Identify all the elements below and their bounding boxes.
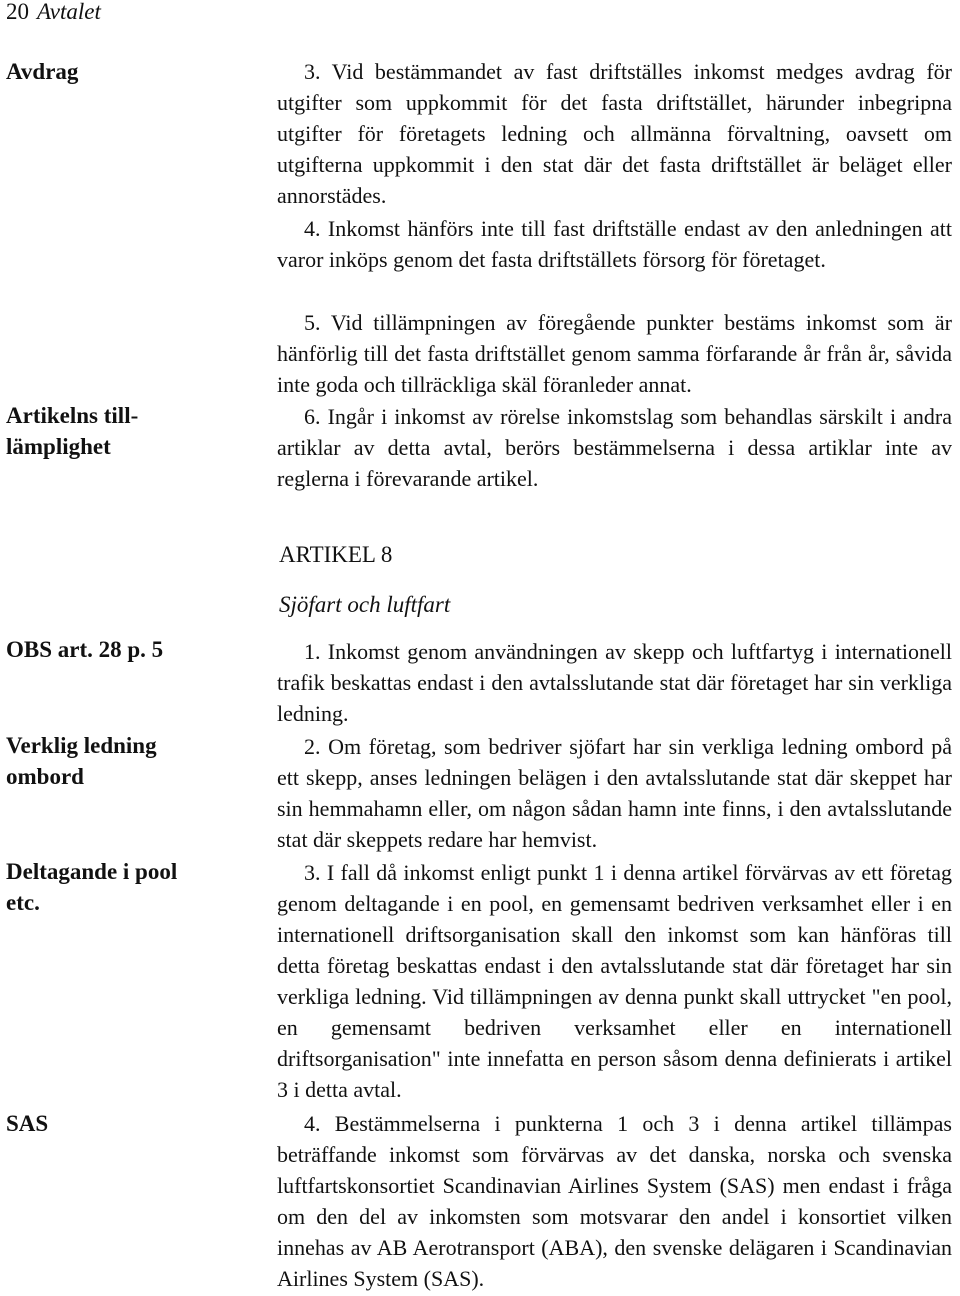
paragraph-8-2: 2. Om företag, som bedriver sjöfart har sin verkliga ledning ombord på ett skepp, anses ledningen belägen i den avtalsslutande stat där skeppet har sin hemmahamn eller, om någon sådan hamn inte finns, i den avtalsslutande stat där skeppets redare har hemvist. <box>277 734 952 852</box>
paragraph-7-4: 4. Inkomst hänförs inte till fast driftställe endast av den anledningen att varor inköps genom det fasta driftställets försorg för företaget. <box>277 216 952 272</box>
article-heading: ARTIKEL 8 <box>279 542 393 567</box>
margin-note-tillamplighet <box>6 400 221 462</box>
paragraph-8-4: 4. Bestämmelserna i punkterna 1 och 3 i denna artikel tillämpas beträffande inkomst som förvärvas av det danska, norska och svenska luftfartskonsortiet Scandinavian Airlines System (SAS) men endast i fråga om den del av inkomsten som motsvarar den andel i konsortiet vilken innehas av AB Aerotransport (ABA), den svenske delägaren i Scandinavian Airlines System (SAS). <box>277 1111 952 1291</box>
page-number: 20 <box>6 0 29 24</box>
margin-note-line: Artikelns till- <box>6 403 139 428</box>
paragraph-7-5: 5. Vid tillämpningen av föregående punkter bestäms inkomst som är hänförlig till det fasta driftstället genom samma förfarande år från år, såvida inte goda och tillräckliga skäl föranleder annat. <box>277 310 952 397</box>
margin-note-obs: OBS art. 28 p. 5 <box>6 637 164 662</box>
paragraph-7-3: 3. Vid bestämmandet av fast driftställes inkomst medges avdrag för utgifter som uppkommit för det fasta driftstället, härunder inbegripna utgifter för företagets ledning och allmänna förvaltning, oavsett om utgifterna uppkommit i den stat där det fasta driftstället är beläget eller annorstädes. <box>277 59 952 208</box>
margin-note-line: ombord <box>6 764 84 789</box>
article-subheading: Sjöfart och luftfart <box>279 592 451 617</box>
margin-note-line: lämplighet <box>6 434 111 459</box>
margin-note-avdrag: Avdrag <box>6 59 79 84</box>
margin-note-deltagande <box>6 856 221 918</box>
running-title: Avtalet <box>37 0 101 24</box>
page-header <box>6 0 101 26</box>
paragraph-7-6: 6. Ingår i inkomst av rörelse inkomstslag som behandlas särskilt i andra artiklar av detta avtal, berörs bestämmelserna i dessa artiklar inte av reglerna i förevarande artikel. <box>277 404 952 491</box>
paragraph-8-1: 1. Inkomst genom användningen av skepp och luftfartyg i internationell trafik beskattas endast i den avtalsslutande stat där företaget har sin verkliga ledning. <box>277 639 952 726</box>
margin-note-line: etc. <box>6 890 40 915</box>
margin-note-line: Verklig ledning <box>6 733 157 758</box>
paragraph-8-3: 3. I fall då inkomst enligt punkt 1 i denna artikel förvärvas av ett företag genom deltagande i en pool, en gemensamt bedriven verksamhet eller i en internationell driftsorganisation skall den inkomst som kan hänföras till detta företag beskattas endast i den avtalsslutande stat där företaget har sin verkliga ledning. Vid tillämpningen av denna punkt skall uttrycket "en pool, en gemensamt bedriven verksamhet eller en internationell driftsorganisation" inte innefatta en person såsom denna definierats i artikel 3 i detta avtal. <box>277 860 952 1102</box>
margin-note-sas: SAS <box>6 1111 49 1136</box>
margin-note-line: Deltagande i pool <box>6 859 178 884</box>
margin-note-verklig-ledning <box>6 730 221 792</box>
